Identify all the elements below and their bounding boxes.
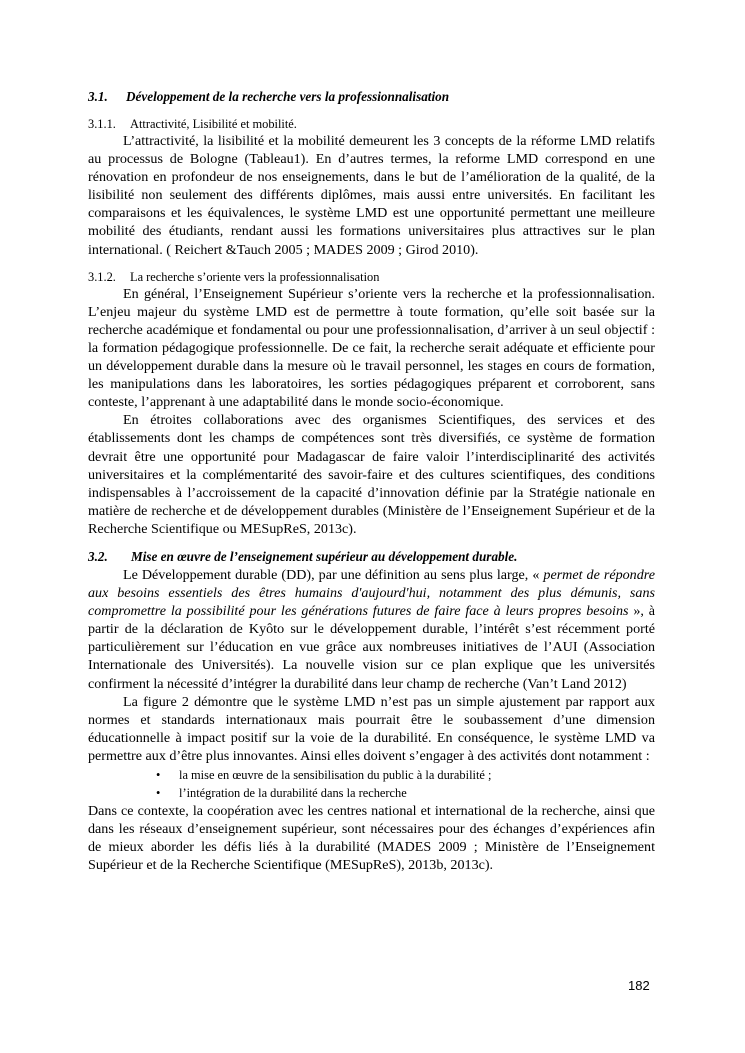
paragraph: En étroites collaborations avec des organismes Scientifiques, des services et des établissements dont les champs de compétences sont très diversifiés, ce système de formation devrait être une opportunité pour Madagascar de faire valoir l’interdisciplinarité des activités universitaires et la complémentarité des savoir-faire et des cultures scientifiques, des conditions indispensables à l’accroissement de la capacité d’innovation définie par la Stratégie nationale en matière de recherche et de développement durables (Ministère de l’Enseignement Supérieur et de la Recherche Scientifique ou MESupReS, 2013c). xyxy=(88,412,655,537)
paragraph-dd-definition xyxy=(88,566,655,693)
list-item xyxy=(88,766,655,784)
list-item xyxy=(88,784,655,802)
paragraph: L’attractivité, la lisibilité et la mobilité demeurent les 3 concepts de la réforme LMD relatifs au processus de Bologne (Tableau1). En d’autres termes, la reforme LMD correspond en une rénovation en profondeur de nos enseignements, dans le but de l’amélioration de la qualité, de la lisibilité non seulement des différents diplômes, mais aussi entre universités. En facilitant les comparaisons et les équivalences, le système LMD est une opportunité permettant une meilleure mobilité des étudiants, rendant aussi les formations universitaires plus attractives sur le plan international. ( Reichert &Tauch 2005 ; MADES 2009 ; Girod 2010). xyxy=(88,133,655,258)
list-item-text: la mise en œuvre de la sensibilisation du public à la durabilité ; xyxy=(179,768,492,782)
section-title: Développement de la recherche vers la professionnalisation xyxy=(126,89,450,104)
section-number: 3.2. xyxy=(88,548,108,564)
paragraph: La figure 2 démontre que le système LMD n’est pas un simple ajustement par rapport aux normes et standards internationaux mais pourrait être le soubassement d’une dimension éducationnelle à impact positif sur la voie de la durabilité. En conséquence, le système LMD va permettre aux d’être plus innovantes. Ainsi elles doivent s’engager à des activités dont notamment : xyxy=(88,693,655,764)
subsection-number: 3.1.1. xyxy=(88,117,116,131)
bullet-icon: • xyxy=(156,786,161,800)
page-number: 182 xyxy=(628,978,650,993)
paragraph-end: », à partir de la déclaration de Kyôto sur le développement durable, l’intérêt s’est récemment porté particulièrement sur l’éducation en vue grâce aux nombreuses initiatives de l’AUI (Association Internationale des Universités). La nouvelle vision sur ce plan explique que les universités confirment la nécessité d’intégrer la durabilité dans leur champ de recherche (Van’t Land 2012) xyxy=(88,603,656,692)
subsection-heading-3-1-1 xyxy=(88,116,655,132)
bullet-list xyxy=(88,766,655,802)
paragraph: En général, l’Enseignement Supérieur s’oriente vers la recherche et la professionnalisation. L’enjeu majeur du système LMD est de permettre à toute formation, qu’elle soit basée sur la recherche académique et fondamental ou pour une professionnalisation, d’arriver à un seul objectif : la formation pédagogique professionnelle. De ce fait, la recherche serait adéquate et efficiente pour un développement durable dans la mesure où le travail personnel, les stages en cours de formation, les manipulations dans les laboratoires, les sorties pédagogiques préparent et corroborent, sans conteste, l’apprenant à une adaptabilité dans le monde socio-économique. xyxy=(88,285,655,411)
list-item-text: l’intégration de la durabilité dans la recherche xyxy=(179,786,407,800)
subsection-number: 3.1.2. xyxy=(88,269,116,284)
paragraph-start: Le Développement durable (DD), par une définition au sens plus large, « xyxy=(123,566,544,583)
section-number: 3.1. xyxy=(88,89,108,104)
subsection-heading-3-1-2 xyxy=(88,269,655,285)
section-heading-3-2 xyxy=(88,548,655,566)
section-heading-3-1 xyxy=(88,88,655,106)
definition-quote: permet de répondre aux besoins essentiels des êtres humains d'aujourd'hui, notamment des plus démunis, sans compromettre la possibilité pour les générations futures de faire face à leurs propres besoins xyxy=(88,566,655,620)
paragraph: Dans ce contexte, la coopération avec les centres national et international de la recherche, ainsi que dans les réseaux d’enseignement supérieur, sont nécessaires pour des échanges d’expériences afin de mieux aborder les défis liés à la durabilité (MADES 2009 ; Ministère de l’Enseignement Supérieur et de la Recherche Scientifique (MESupReS), 2013b, 2013c). xyxy=(88,803,655,874)
subsection-title: Attractivité, Lisibilité et mobilité. xyxy=(130,117,297,131)
section-title: Mise en œuvre de l’enseignement supérieur au développement durable. xyxy=(131,548,518,564)
subsection-title: La recherche s’oriente vers la professionnalisation xyxy=(130,269,380,284)
bullet-icon: • xyxy=(156,768,161,782)
page-content xyxy=(88,88,655,874)
